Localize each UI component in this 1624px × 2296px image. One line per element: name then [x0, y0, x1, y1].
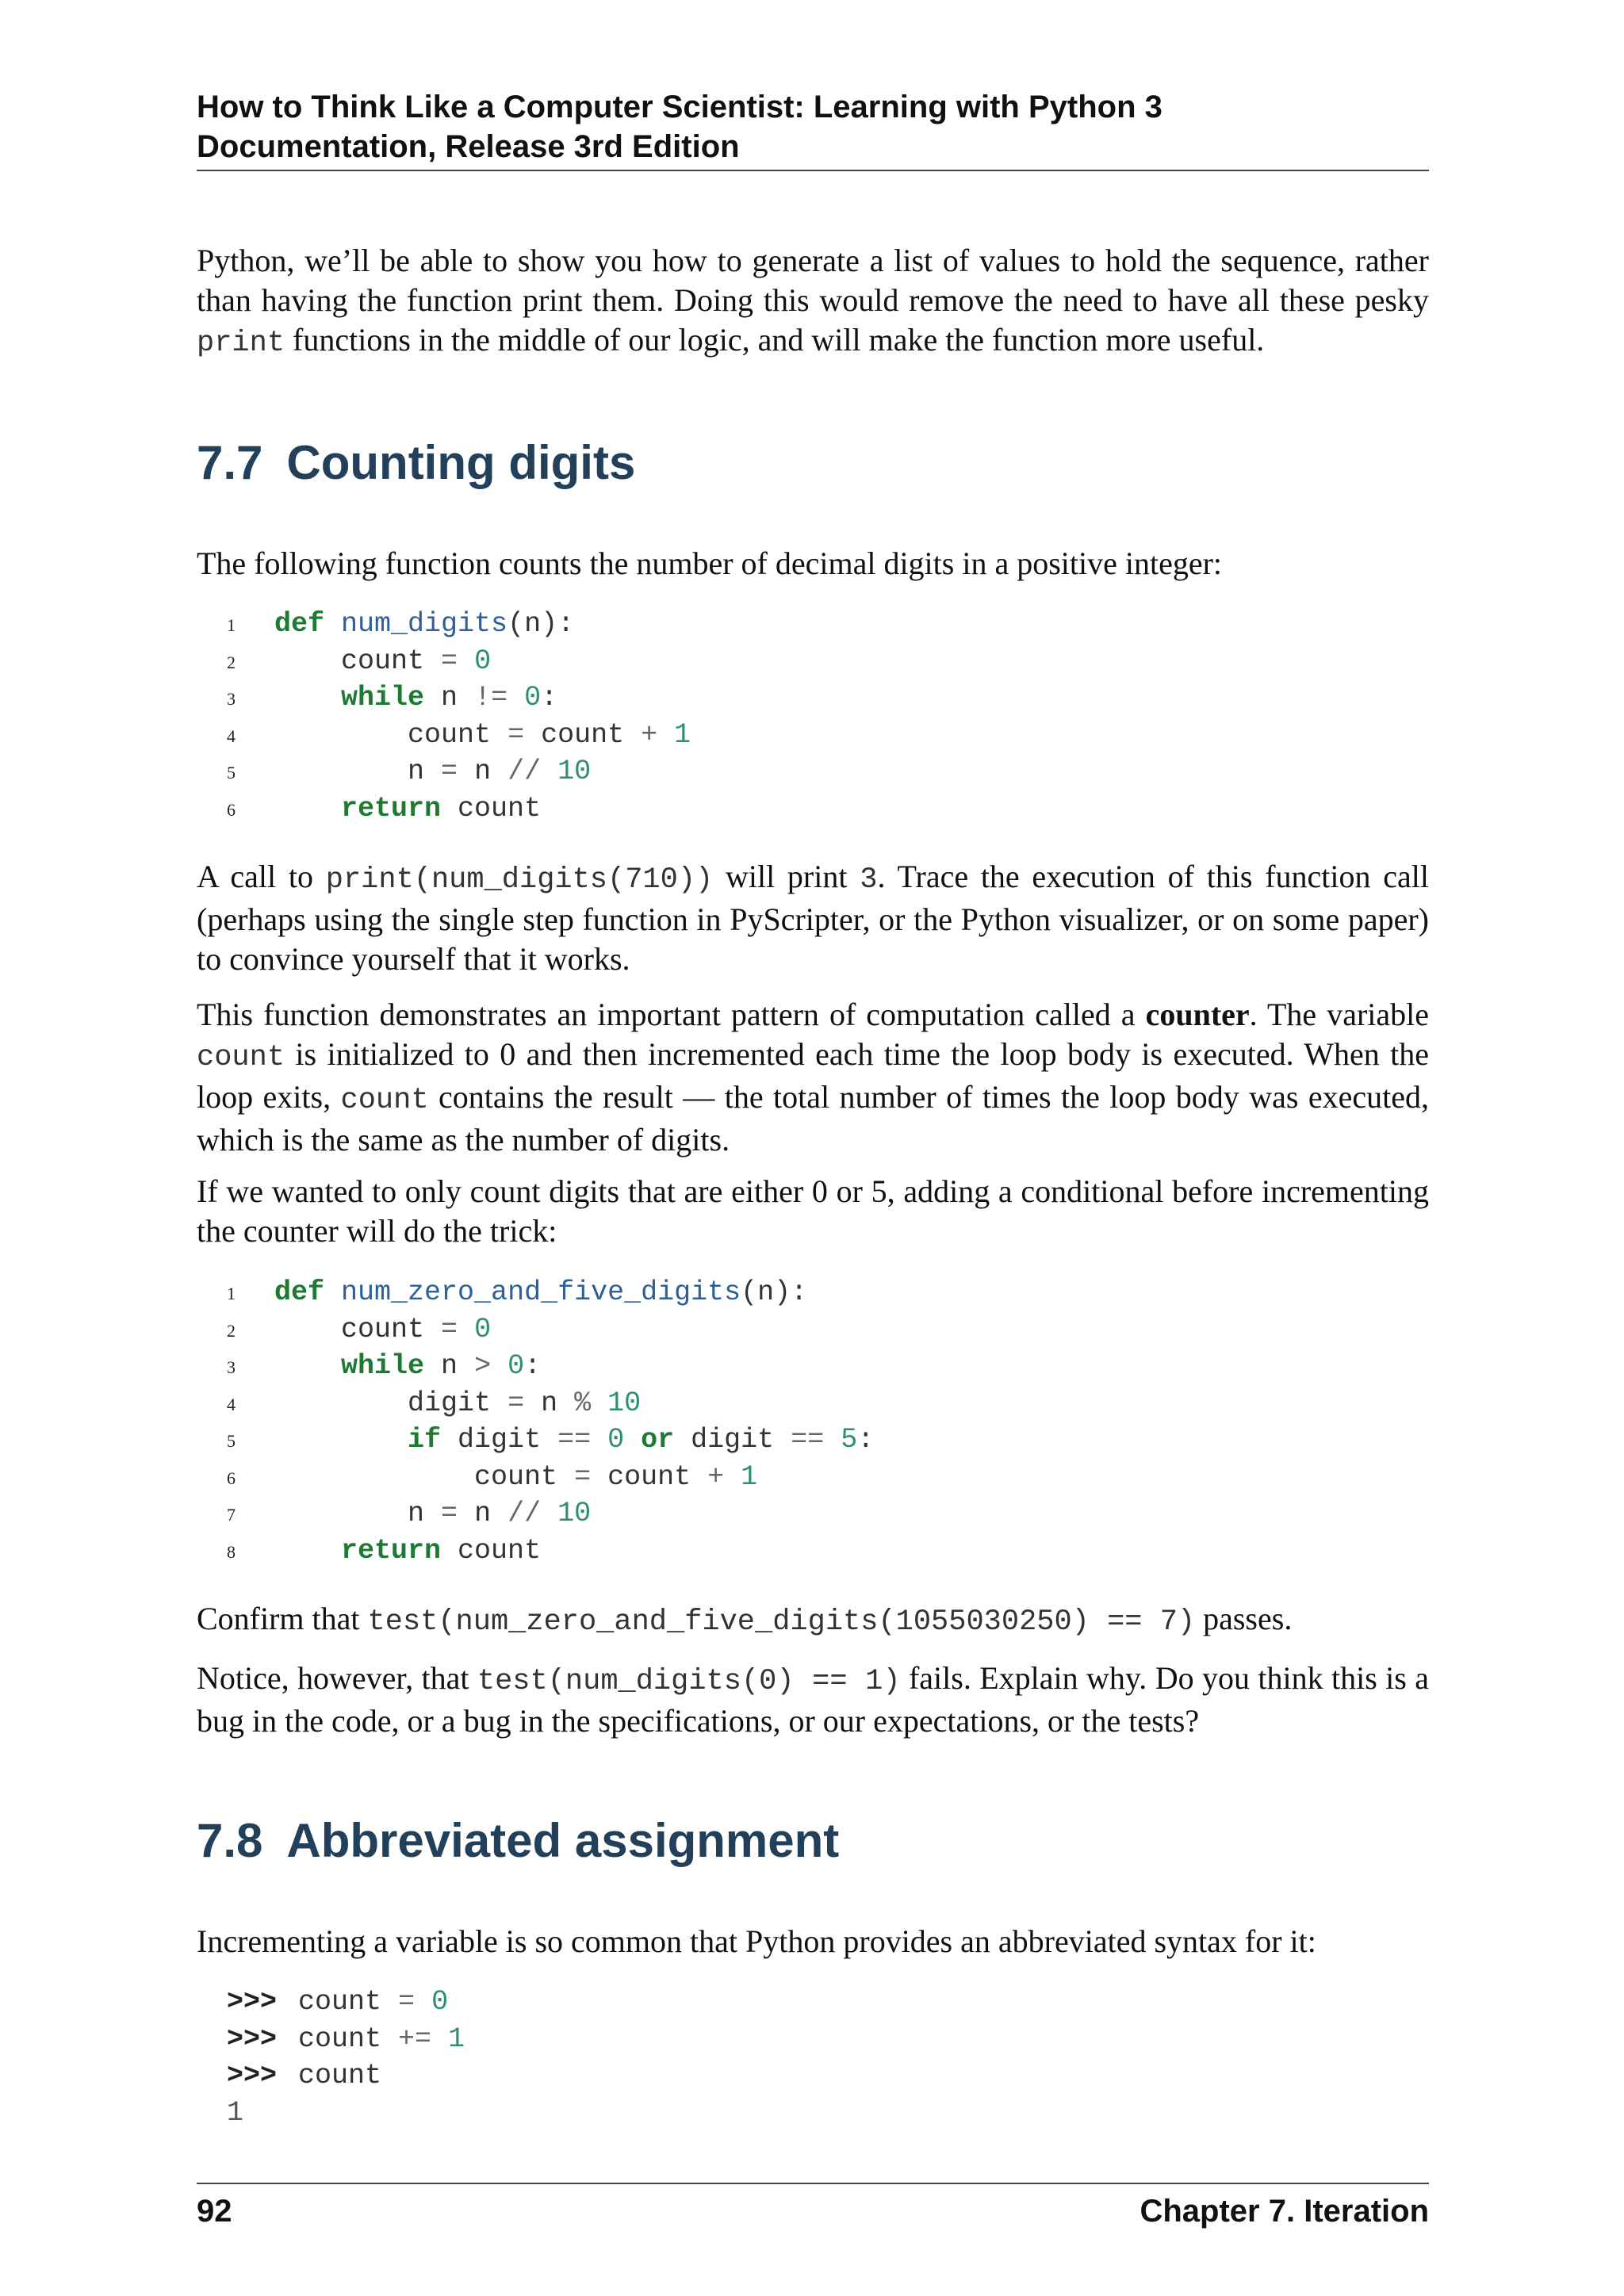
code-line	[227, 1495, 1429, 1533]
code-text: count = 0	[274, 645, 492, 677]
line-number: 2	[227, 1320, 236, 1341]
repl-text: count = 0	[298, 1986, 449, 2018]
section-7-8-lead: Incrementing a variable is so common that Python provides an abbreviated syntax for it:	[197, 1923, 1316, 1959]
inline-code: test(num_digits(0) == 1)	[477, 1665, 901, 1698]
code-text: count = 0	[274, 1313, 492, 1345]
line-number: 4	[227, 725, 236, 746]
section-heading-7-7	[197, 434, 635, 492]
intro-paragraph	[197, 241, 1429, 363]
section-title: Abbreviated assignment	[286, 1814, 840, 1867]
line-number: 1	[227, 615, 236, 635]
inline-code: test(num_zero_and_five_digits(1055030250) == 7)	[367, 1605, 1196, 1639]
footer-rule	[197, 2183, 1429, 2184]
document-page	[197, 0, 1429, 2296]
code-text: count = count + 1	[274, 1460, 758, 1493]
line-number: 5	[227, 763, 236, 783]
text: Confirm that	[197, 1601, 368, 1636]
line-number: 8	[227, 1541, 236, 1562]
repl-prompt: >>>	[227, 2022, 278, 2055]
code-line	[227, 1422, 1429, 1459]
inline-code: 3	[860, 863, 878, 897]
code-text: def num_zero_and_five_digits(n):	[274, 1276, 808, 1308]
repl-block	[227, 1984, 1429, 2131]
code-text: while n != 0:	[341, 682, 558, 714]
paragraph-only-zero-five: If we wanted to only count digits that are either 0 or 5, adding a conditional before incrementing the counter will do the trick:	[197, 1173, 1429, 1249]
section-7-7-lead: The following function counts the number of decimal digits in a positive integer:	[197, 545, 1223, 581]
page-number: 92	[197, 2194, 232, 2229]
code-line	[227, 717, 1429, 754]
line-number: 7	[227, 1505, 236, 1525]
repl-text: count += 1	[298, 2022, 465, 2055]
code-text: count = count + 1	[274, 718, 691, 751]
section-title: Counting digits	[286, 436, 636, 489]
text: fails. Explain why. Do you think this is a bug in the code, or a bug in the specifications, or our expectations, or the tests?	[197, 1660, 1429, 1739]
code-line	[227, 606, 1429, 643]
code-line	[227, 1274, 1429, 1311]
text: . Trace the execution of this function call (perhaps using the single step function in PyScripter, or the Python visualizer, or on some paper) to convince yourself that it works.	[197, 859, 1430, 977]
paragraph-confirm	[197, 1599, 1429, 1642]
repl-line	[227, 2021, 1429, 2058]
text: This function demonstrates an important pattern of computation called a	[197, 997, 1146, 1032]
inline-code: count	[197, 1041, 285, 1074]
repl-prompt: >>>	[227, 1986, 278, 2018]
code-block-num-digits	[227, 606, 1429, 827]
chapter-label: Chapter 7. Iteration	[1139, 2194, 1429, 2229]
repl-line	[227, 2057, 1429, 2095]
code-line	[227, 1311, 1429, 1349]
code-line	[227, 643, 1429, 680]
code-block-zero-five	[227, 1274, 1429, 1569]
code-text: digit = n % 10	[274, 1387, 642, 1419]
code-text: return count	[341, 1534, 542, 1567]
code-text: n = n // 10	[274, 1498, 592, 1529]
intro-text-2: functions in the middle of our logic, and will make the function more useful.	[285, 322, 1265, 358]
header-line-1: How to Think Like a Computer Scientist: Learning with Python 3	[197, 90, 1162, 124]
repl-text: count	[298, 2060, 382, 2091]
code-line	[227, 1459, 1429, 1496]
repl-prompt: >>>	[227, 2060, 278, 2091]
paragraph-notice	[197, 1659, 1429, 1741]
line-number: 6	[227, 1468, 236, 1488]
code-text: n = n // 10	[274, 756, 592, 787]
code-text: if digit == 0 or digit == 5:	[408, 1424, 875, 1456]
repl-line	[227, 2095, 1429, 2132]
repl-text: 1	[227, 2096, 244, 2129]
paragraph-call	[197, 857, 1429, 979]
text: is initialized to 0 and then incremented each time the loop body is executed. When the loop exits,	[197, 1036, 1429, 1115]
running-header	[197, 87, 1429, 171]
code-line	[227, 1385, 1429, 1422]
code-line	[227, 679, 1429, 717]
code-line	[227, 790, 1429, 828]
code-text: return count	[341, 792, 542, 825]
code-text: def num_digits(n):	[274, 608, 575, 640]
code-text: while n > 0:	[341, 1350, 542, 1382]
line-number: 3	[227, 689, 236, 709]
code-line	[227, 1533, 1429, 1570]
text: passes.	[1195, 1601, 1293, 1636]
line-number: 2	[227, 652, 236, 672]
line-number: 5	[227, 1431, 236, 1451]
code-line	[227, 1348, 1429, 1385]
inline-code: count	[340, 1084, 429, 1117]
text: will print	[713, 859, 860, 894]
paragraph-counter	[197, 995, 1429, 1160]
repl-line	[227, 1984, 1429, 2021]
inline-code: print(num_digits(710))	[325, 863, 714, 897]
text: A call to	[197, 859, 326, 894]
inline-code: print	[197, 327, 285, 360]
line-number: 3	[227, 1357, 236, 1377]
section-number: 7.8	[197, 1814, 263, 1867]
line-number: 4	[227, 1394, 236, 1414]
text: . The variable	[1249, 997, 1429, 1032]
code-line	[227, 753, 1429, 790]
line-number: 1	[227, 1284, 236, 1303]
header-line-2: Documentation, Release 3rd Edition	[197, 129, 740, 164]
intro-text-1: Python, we’ll be able to show you how to generate a list of values to hold the sequence, rather than having the function print them. Doing this would remove the need to have all these pesky	[197, 243, 1429, 318]
line-number: 6	[227, 799, 236, 820]
text: Notice, however, that	[197, 1660, 477, 1696]
term-counter: counter	[1145, 997, 1250, 1032]
text: contains the result — the total number of times the loop body was executed, which is the same as the number of digits.	[197, 1079, 1429, 1158]
section-heading-7-8	[197, 1812, 839, 1869]
section-number: 7.7	[197, 436, 263, 489]
